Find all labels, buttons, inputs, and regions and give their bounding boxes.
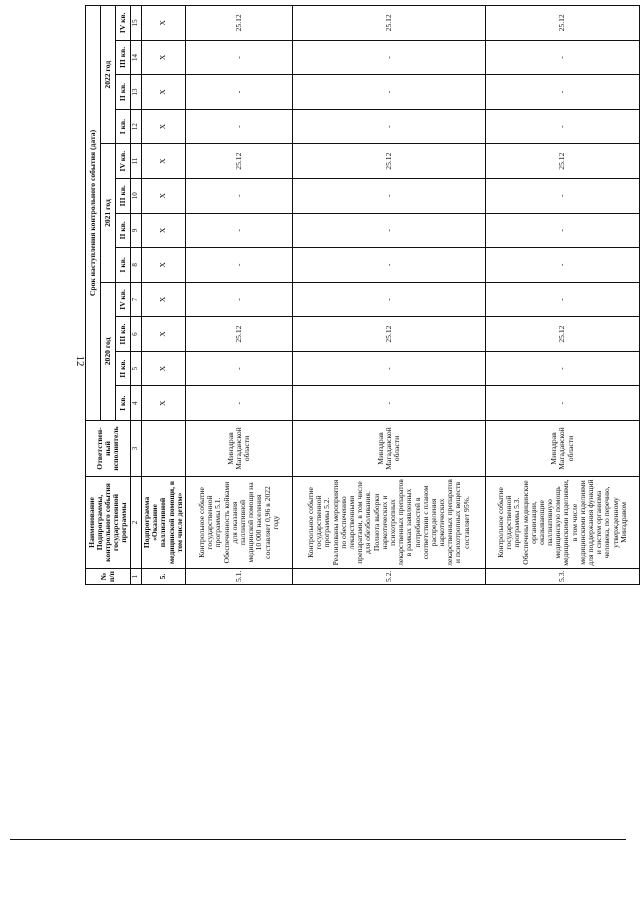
column-number: 4 [131, 386, 142, 421]
row-cell: - [185, 109, 292, 144]
row-cell: - [185, 248, 292, 283]
row-responsible: Минздрав Магаданской области [185, 421, 292, 477]
column-numbers-row [131, 6, 142, 585]
row-cell: Х [142, 6, 186, 41]
row-cell: Х [142, 248, 186, 283]
rotated-table-container [85, 5, 628, 585]
table-row [142, 6, 186, 585]
row-number: 5.2. [292, 569, 485, 585]
col-header-num: № п/п [86, 569, 131, 585]
row-cell: - [292, 386, 485, 421]
row-cell: Х [142, 386, 186, 421]
quarter-header: IV кв. [116, 6, 131, 41]
column-number: 8 [131, 248, 142, 283]
quarter-header: II кв. [116, 351, 131, 386]
row-cell: - [292, 75, 485, 110]
row-cell: - [485, 351, 639, 386]
row-cell: - [485, 248, 639, 283]
row-cell: - [185, 40, 292, 75]
row-cell: - [185, 351, 292, 386]
col-header-term: Срок наступления контрольного события (дата) [86, 6, 101, 421]
row-cell: - [292, 248, 485, 283]
page-divider-line [10, 839, 626, 840]
row-name: Контрольное событие государственной программы 5.1. Обеспеченность койками для оказания паллиативной медицинской помощи на 10 000 населения составляет 0,96 в 2022 году [185, 477, 292, 569]
quarter-header: I кв. [116, 386, 131, 421]
row-cell: - [485, 109, 639, 144]
row-cell: - [292, 213, 485, 248]
row-cell: - [292, 109, 485, 144]
row-cell: Х [142, 282, 186, 317]
quarter-header: III кв. [116, 40, 131, 75]
quarter-header: IV кв. [116, 282, 131, 317]
quarter-header: III кв. [116, 317, 131, 352]
control-events-table [85, 5, 640, 585]
row-cell: - [292, 40, 485, 75]
row-number: 5. [142, 569, 186, 585]
quarter-header: II кв. [116, 213, 131, 248]
column-number: 15 [131, 6, 142, 41]
row-cell: Х [142, 75, 186, 110]
column-number: 14 [131, 40, 142, 75]
row-number: 5.1. [185, 569, 292, 585]
row-cell: Х [142, 351, 186, 386]
row-cell: - [485, 178, 639, 213]
row-number: 5.3. [485, 569, 639, 585]
row-cell: Х [142, 40, 186, 75]
row-cell: 25.12 [485, 6, 639, 41]
row-cell: Х [142, 317, 186, 352]
row-cell: Х [142, 178, 186, 213]
row-cell: - [185, 75, 292, 110]
row-cell: - [485, 386, 639, 421]
quarter-header: I кв. [116, 248, 131, 283]
column-number: 6 [131, 317, 142, 352]
row-cell: 25.12 [292, 6, 485, 41]
row-cell: 25.12 [185, 317, 292, 352]
row-cell: Х [142, 213, 186, 248]
row-cell: - [185, 282, 292, 317]
table-row [185, 6, 292, 585]
row-cell: - [292, 178, 485, 213]
year-header-2022: 2022 год [101, 6, 116, 144]
quarter-header: IV кв. [116, 144, 131, 179]
row-cell: - [292, 282, 485, 317]
row-cell: - [185, 178, 292, 213]
row-name: Контрольное событие государственной программы 5.2. Реализованы мероприятия по обеспечению лекарственными препаратами, в том числе для обезболивания. Полнота выборки наркотических и психотропных лекарственных препаратов в рамках заявленных потребностей в соответствии с планом распределения наркотических лекарственных препаратов и психотропных веществ составляет 95%. [292, 477, 485, 569]
column-number: 13 [131, 75, 142, 110]
quarter-header: III кв. [116, 178, 131, 213]
row-cell: - [185, 386, 292, 421]
column-number: 3 [131, 421, 142, 477]
row-name: Подпрограмма «Оказание паллиативной медицинской помощи, в том числе детям» [142, 477, 186, 569]
year-header-2020: 2020 год [101, 282, 116, 420]
row-name: Контрольное событие государственной программы 5.3. Обеспечены медицинские организации, оказывающие паллиативную медицинскую помощь медицинскими изделиями, в том числе медицинскими изделиями для поддержания функций и систем организма человека, по перечню, утвержденному Минздравом [485, 477, 639, 569]
row-cell: 25.12 [485, 144, 639, 179]
row-cell: 25.12 [185, 144, 292, 179]
year-header-2021: 2021 год [101, 144, 116, 282]
row-responsible [142, 421, 186, 477]
row-cell: - [485, 75, 639, 110]
row-cell: 25.12 [185, 6, 292, 41]
row-cell: 25.12 [292, 317, 485, 352]
row-cell: - [485, 282, 639, 317]
column-number: 10 [131, 178, 142, 213]
column-number: 2 [131, 477, 142, 569]
column-number: 11 [131, 144, 142, 179]
row-cell: - [185, 213, 292, 248]
column-number: 12 [131, 109, 142, 144]
row-cell: - [485, 40, 639, 75]
column-number: 9 [131, 213, 142, 248]
table-row [485, 6, 639, 585]
row-cell: Х [142, 144, 186, 179]
row-responsible: Минздрав Магаданской области [485, 421, 639, 477]
row-cell: 25.12 [292, 144, 485, 179]
quarter-header: I кв. [116, 109, 131, 144]
col-header-name: Наименование Подпрограммы, контрольного события государственной программы [86, 477, 131, 569]
row-cell: - [485, 213, 639, 248]
row-cell: 25.12 [485, 317, 639, 352]
row-cell: Х [142, 109, 186, 144]
row-responsible: Минздрав Магаданской области [292, 421, 485, 477]
column-number: 1 [131, 569, 142, 585]
table-row [292, 6, 485, 585]
column-number: 5 [131, 351, 142, 386]
column-number: 7 [131, 282, 142, 317]
col-header-responsible: Ответствен-ный исполнитель [86, 421, 131, 477]
page-number: 12 [74, 355, 86, 367]
row-cell: - [292, 351, 485, 386]
quarter-header: II кв. [116, 75, 131, 110]
